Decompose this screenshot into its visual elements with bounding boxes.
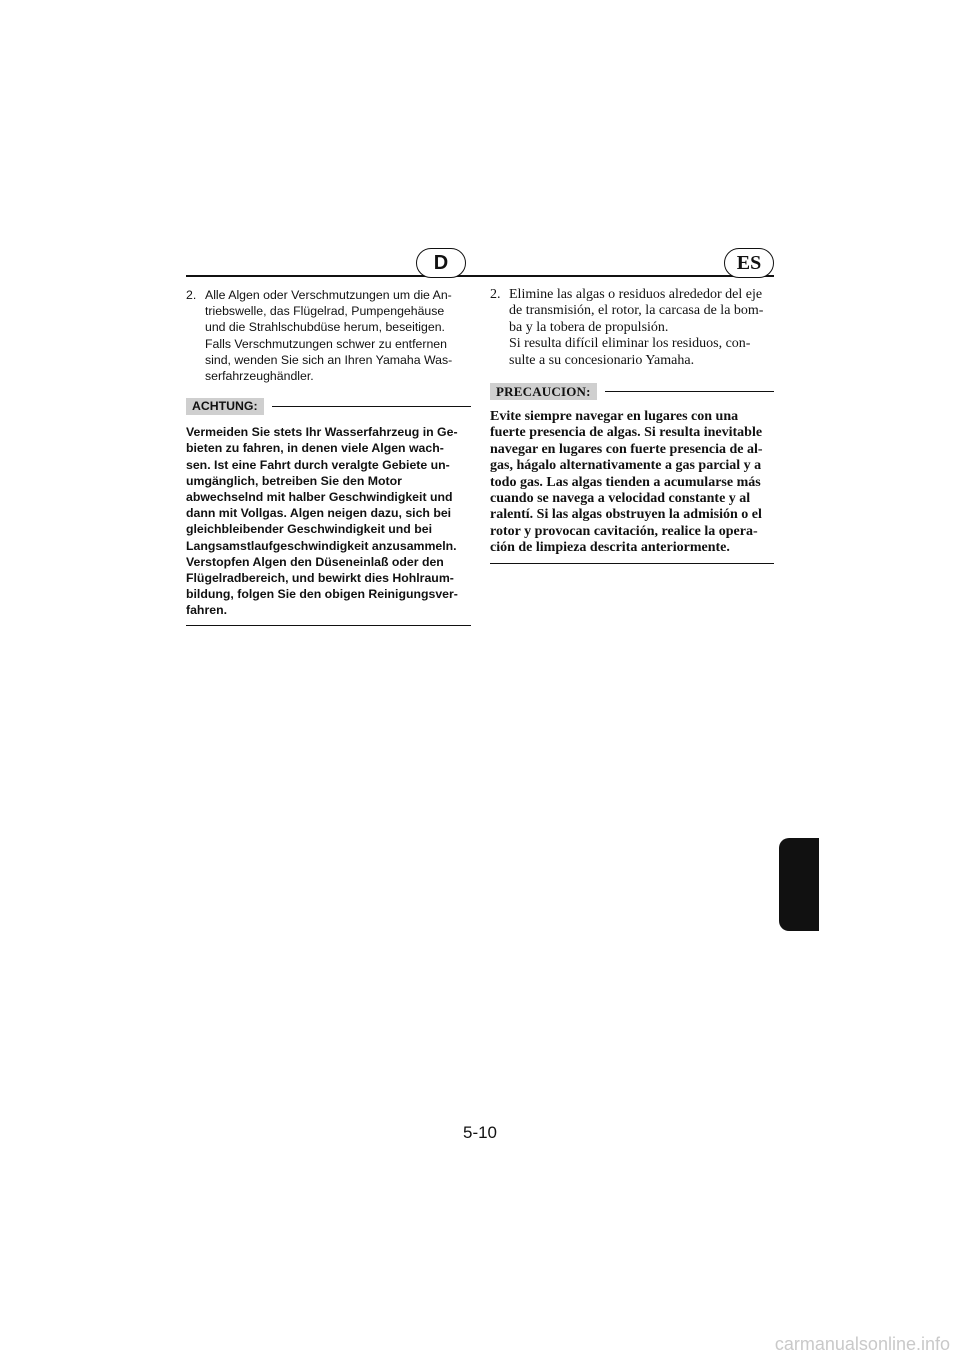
text-line: Vermeiden Sie stets Ihr Wasserfahrzeug in Ge- [186,425,458,440]
text-line: dann mit Vollgas. Algen neigen dazu, sich bei [186,506,452,521]
text-line: rotor y provocan cavitación, realice la opera- [490,523,758,539]
text-line: umgänglich, betreiben Sie den Motor [186,473,402,488]
page-number: 5-10 [462,1123,498,1142]
german-warning-rule [272,406,471,407]
text-line: todo gas. Las algas tienden a acumularse más [490,474,761,490]
text-line: gas, hágalo alternativamente a gas parcial y a [490,458,762,474]
german-warning-header [186,398,471,415]
text-line: sind, wenden Sie sich an Ihren Yamaha Was- [205,352,453,367]
text-line: Evite siempre navegar en lugares con una [490,409,739,425]
watermark: carmanualsonline.info [774,1334,950,1354]
german-column [186,287,471,626]
spanish-warning-header [490,383,774,400]
spanish-step-2 [490,287,774,369]
language-badge-german: D [416,248,466,278]
text-line: Flügelradbereich, und bewirkt dies Hohlraum- [186,571,454,586]
spanish-step-number: 2. [490,287,501,302]
text-line: ralentí. Si las algas obstruyen la admisión o el [490,507,762,523]
german-warning-text [186,424,471,618]
german-warning-label: ACHTUNG: [186,398,264,415]
text-line: triebswelle, das Flügelrad, Pumpengehäuse [205,304,445,319]
spanish-warning-rule [605,391,774,392]
text-line: ba y la tobera de propulsión. [509,319,669,335]
chapter-thumb-tab [779,838,819,931]
text-line: sulte a su concesionario Yamaha. [509,352,695,368]
text-line: Si resulta difícil eliminar los residuos, con- [509,336,751,352]
text-line: fuerte presencia de algas. Si resulta inevitable [490,425,763,441]
text-line: fahren. [186,603,227,618]
header-rule [186,275,774,277]
spanish-column [490,287,774,564]
text-line: und die Strahlschubdüse herum, beseitigen. [205,320,445,335]
text-line: abwechselnd mit halber Geschwindigkeit und [186,490,453,505]
german-step-number: 2. [186,288,197,302]
text-line: cuando se navega a velocidad constante y al [490,491,751,507]
spanish-warning-text [490,409,774,557]
text-line: bildung, folgen Sie den obigen Reinigungsver- [186,587,458,602]
text-line: Verstopfen Algen den Düseneinlaß oder den [186,554,444,569]
german-step-text [205,287,471,384]
text-line: sen. Ist eine Fahrt durch veralgte Gebiete un- [186,457,450,472]
text-line: Elimine las algas o residuos alrededor del eje [509,287,763,302]
spanish-warning-bottom-rule [490,563,774,564]
text-line: serfahrzeughändler. [205,369,314,384]
text-line: de transmisión, el rotor, la carcasa de la bom- [509,303,764,319]
text-line: gleichbleibender Geschwindigkeit und bei [186,522,432,537]
german-warning-bottom-rule [186,625,471,626]
text-line: bieten zu fahren, in denen viele Algen wach- [186,441,444,456]
language-badge-spanish: ES [724,248,774,278]
german-step-2 [186,287,471,384]
spanish-warning-label: PRECAUCION: [490,383,597,400]
text-line: Langsamstlaufgeschwindigkeit anzusammeln. [186,538,457,553]
text-line: Falls Verschmutzungen schwer zu entfernen [205,336,447,351]
spanish-step-text [509,287,774,369]
text-line: ción de limpieza descrita anteriormente. [490,540,730,556]
text-line: Alle Algen oder Verschmutzungen um die An- [205,288,452,302]
text-line: navegar en lugares con fuerte presencia de al- [490,441,763,457]
